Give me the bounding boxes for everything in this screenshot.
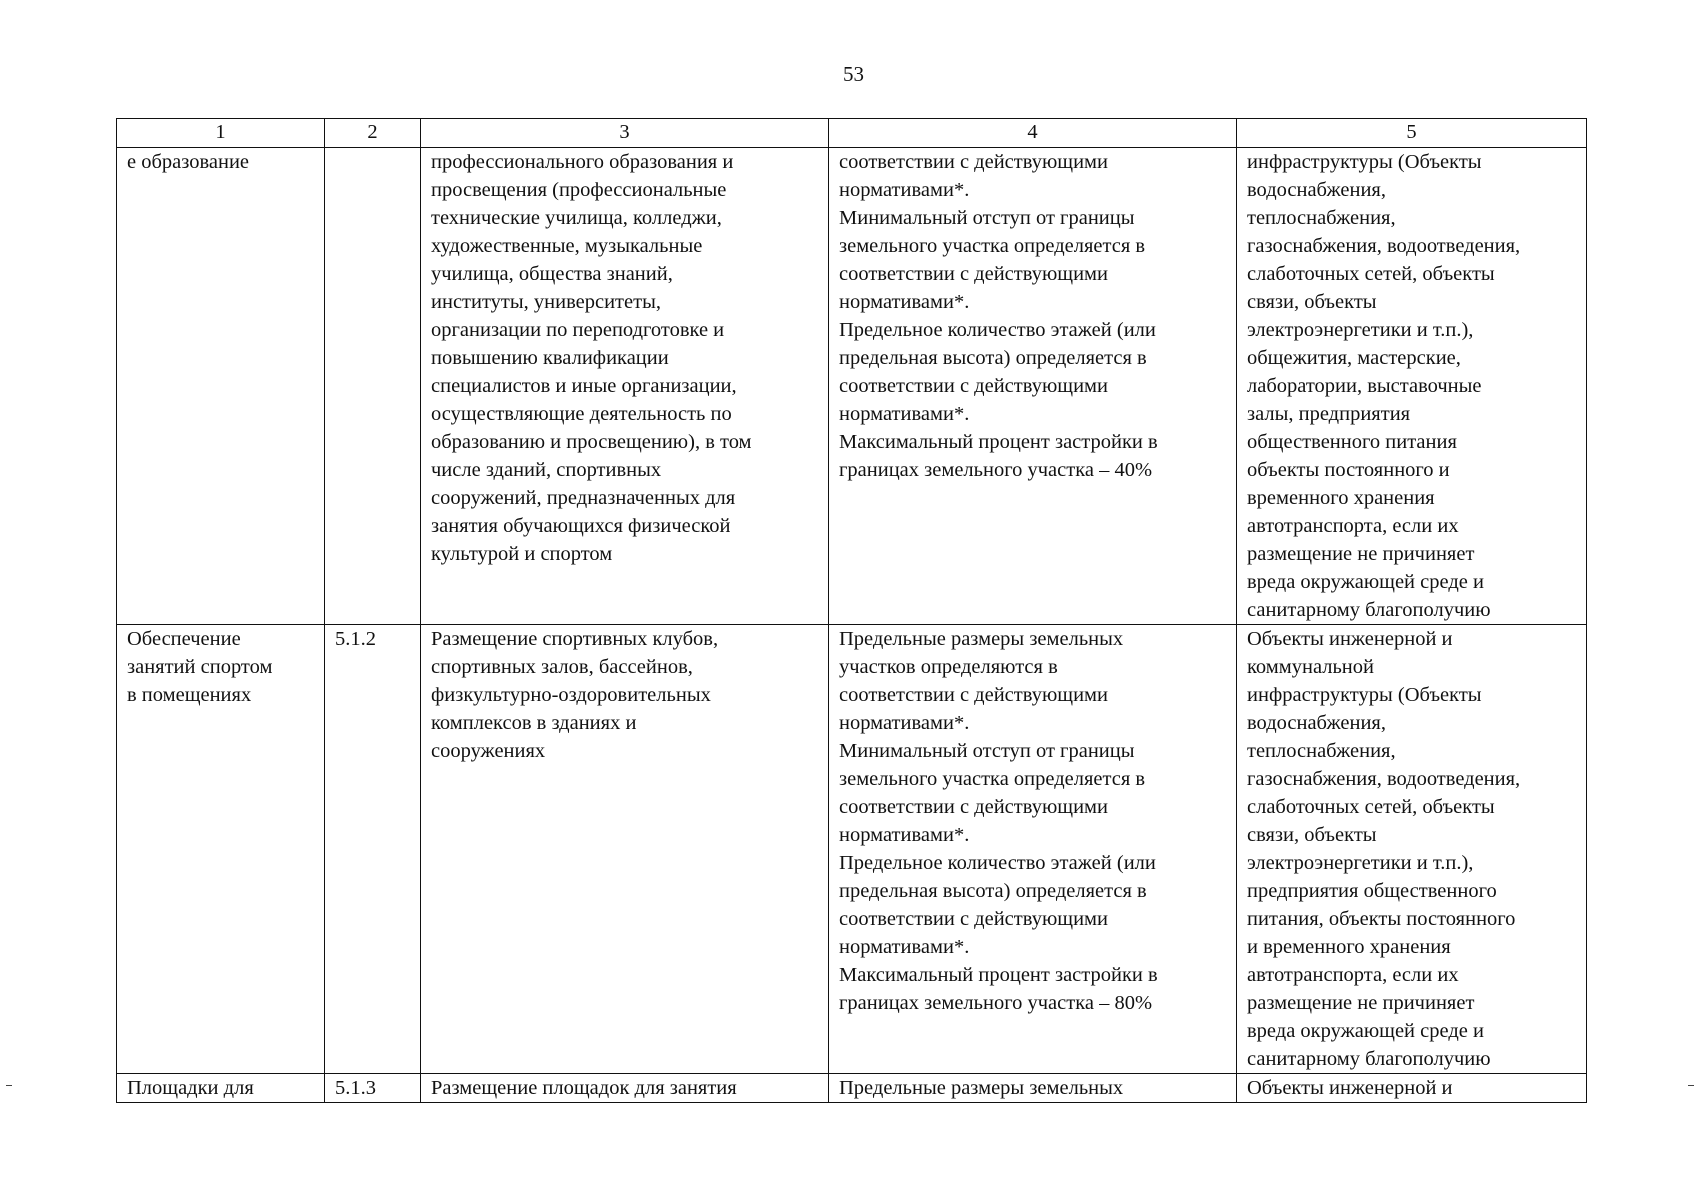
- scan-mark: [1688, 1085, 1694, 1086]
- use-name-text: Обеспечение занятий спортом в помещениях: [127, 628, 273, 706]
- use-name-text: Площадки для: [127, 1077, 254, 1099]
- auxiliary-uses-cell: [1237, 148, 1587, 625]
- use-name-cell: [117, 1074, 325, 1103]
- auxiliary-uses-cell: [1237, 625, 1587, 1074]
- auxiliary-uses-text: Объекты инженерной и: [1247, 1077, 1453, 1099]
- parameters-cell: [829, 148, 1237, 625]
- use-name-cell: [117, 148, 325, 625]
- description-cell: [421, 625, 829, 1074]
- use-name-cell: [117, 625, 325, 1074]
- zoning-table: [116, 118, 1587, 1103]
- description-text: профессионального образования и просвещения (профессиональные технические училища, колледжи, художественные, музыкальные училища, общества знаний, институты, университеты, организации по переподготовке и повышению квалификации специалистов и иные организации, осуществляющие деятельность по образованию и просвещению), в том числе зданий, спортивных сооружений, предназначенных для занятия обучающихся физической культурой и спортом: [431, 151, 752, 565]
- column-header-5: 5: [1237, 119, 1587, 148]
- scan-mark: [6, 1085, 12, 1086]
- description-text: Размещение площадок для занятия: [431, 1077, 737, 1099]
- use-name-text: е образование: [127, 151, 250, 173]
- auxiliary-uses-text: Объекты инженерной и коммунальной инфраструктуры (Объекты водоснабжения, теплоснабжения, газоснабжения, водоотведения, слаботочных сетей, объекты связи, объекты электроэнергетики и т.п.), предприятия общественного питания, объекты постоянного и временного хранения автотранспорта, если их размещение не причиняет вреда окружающей среде и санитарному благополучию: [1247, 628, 1521, 1070]
- table-row: [117, 148, 1587, 625]
- page-number: 53: [843, 62, 864, 86]
- table-row: [117, 1074, 1587, 1103]
- use-code-text: 5.1.2: [335, 628, 376, 650]
- parameters-text: соответствии с действующими нормативами*. Минимальный отступ от границы земельного участка определяется в соответствии с действующими нормативами*. Предельное количество этажей (или предельная высота) определяется в соответствии с действующими нормативами*. Максимальный процент застройки в границах земельного участка – 40%: [839, 151, 1158, 481]
- description-text: Размещение спортивных клубов, спортивных залов, бассейнов, физкультурно-оздоровительных комплексов в зданиях и сооружениях: [431, 628, 719, 762]
- table-row: [117, 625, 1587, 1074]
- use-code-cell: [325, 148, 421, 625]
- description-cell: [421, 1074, 829, 1103]
- auxiliary-uses-cell: [1237, 1074, 1587, 1103]
- use-code-cell: [325, 625, 421, 1074]
- use-code-text: 5.1.3: [335, 1077, 376, 1099]
- column-header-3: 3: [421, 119, 829, 148]
- parameters-text: Предельные размеры земельных участков определяются в соответствии с действующими нормативами*. Минимальный отступ от границы земельного участка определяется в соответствии с действующими нормативами*. Предельное количество этажей (или предельная высота) определяется в соответствии с действующими нормативами*. Максимальный процент застройки в границах земельного участка – 80%: [839, 628, 1158, 1014]
- parameters-cell: [829, 1074, 1237, 1103]
- column-header-1: 1: [117, 119, 325, 148]
- description-cell: [421, 148, 829, 625]
- column-header-2: 2: [325, 119, 421, 148]
- use-code-cell: [325, 1074, 421, 1103]
- column-header-4: 4: [829, 119, 1237, 148]
- parameters-cell: [829, 625, 1237, 1074]
- auxiliary-uses-text: инфраструктуры (Объекты водоснабжения, теплоснабжения, газоснабжения, водоотведения, слаботочных сетей, объекты связи, объекты электроэнергетики и т.п.), общежития, мастерские, лаборатории, выставочные залы, предприятия общественного питания объекты постоянного и временного хранения автотранспорта, если их размещение не причиняет вреда окружающей среде и санитарному благополучию: [1247, 151, 1521, 621]
- parameters-text: Предельные размеры земельных: [839, 1077, 1124, 1099]
- table-header-row: [117, 119, 1587, 148]
